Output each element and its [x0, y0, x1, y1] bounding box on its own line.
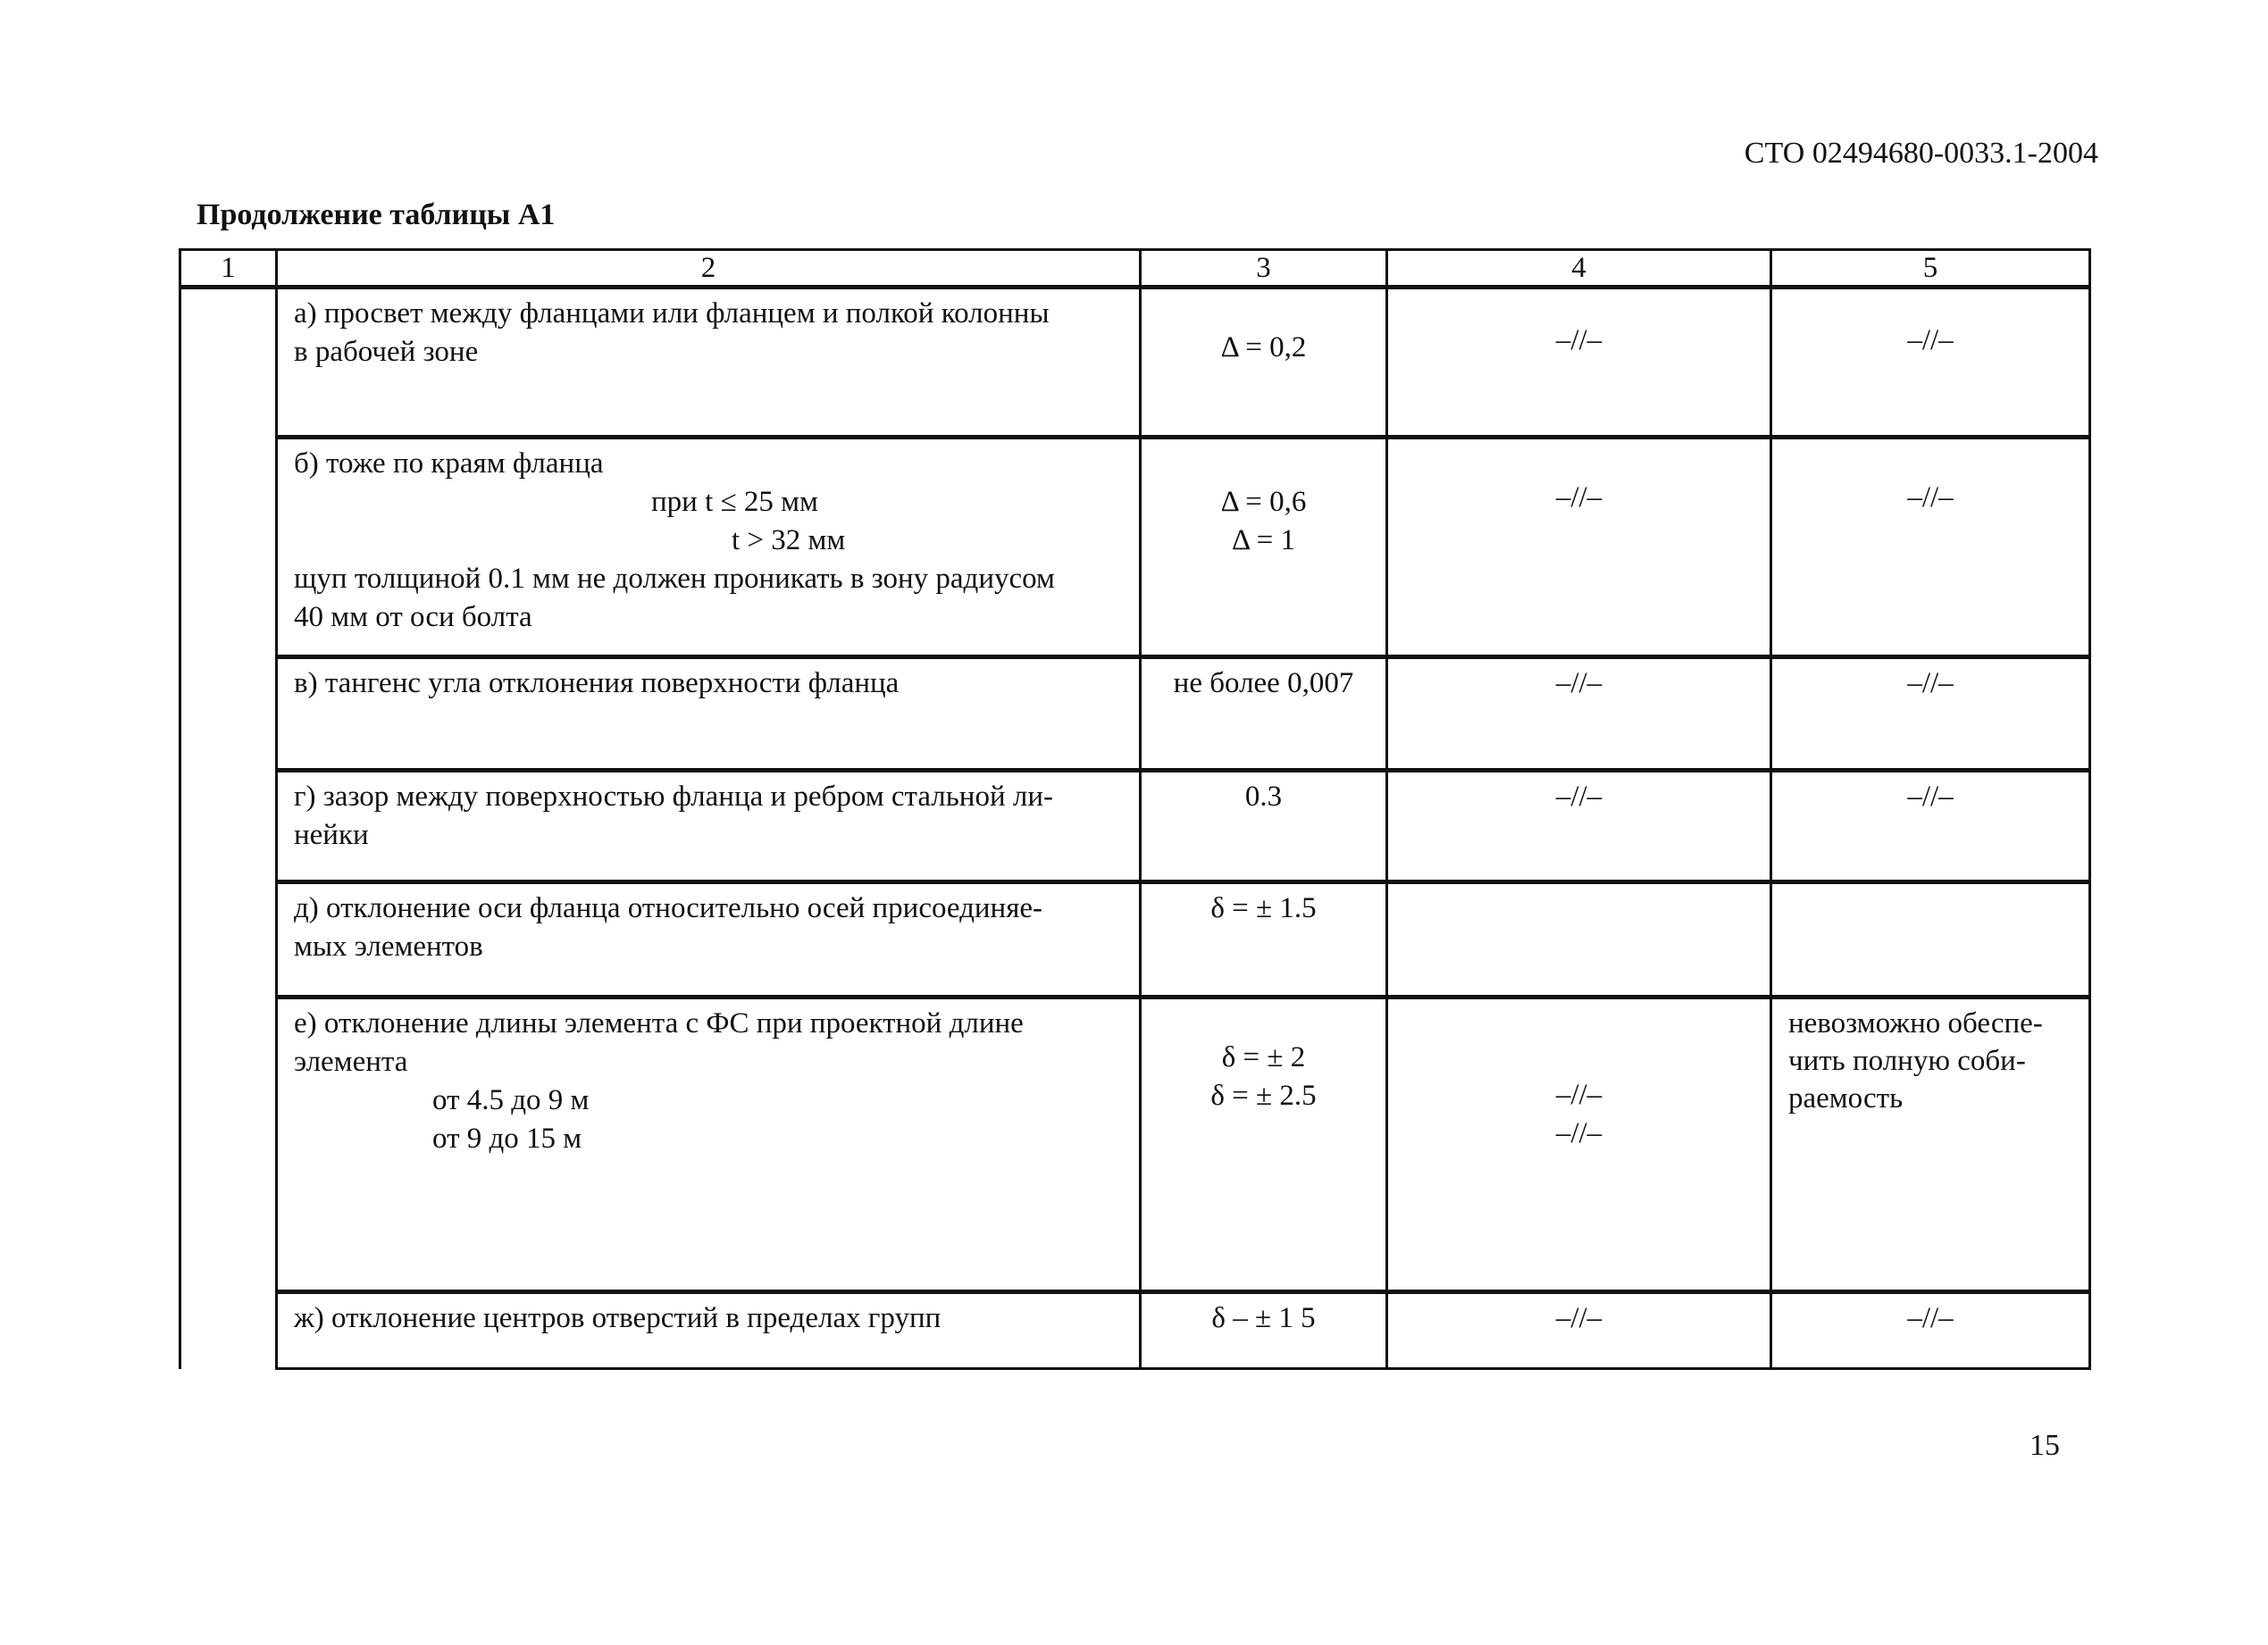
column-5-cell — [1771, 1292, 2090, 1369]
column-number: 3 — [1141, 250, 1387, 288]
description-line: в рабочей зоне — [294, 336, 479, 368]
ditto-mark: –//– — [1555, 781, 1603, 813]
value-text: δ = ± 1.5 — [1210, 892, 1317, 924]
ditto-mark: –//– — [1907, 324, 1954, 356]
value-text: Δ = 0,6 — [1220, 486, 1307, 518]
value-text: δ – ± 1 5 — [1211, 1302, 1316, 1334]
ditto-mark: –//– — [1907, 781, 1954, 813]
ditto-mark: –//– — [1555, 1117, 1603, 1149]
value-cell — [1141, 657, 1387, 771]
description-line: д) отклонение оси фланца относительно осей присоединяе- — [294, 892, 1043, 924]
column-5-cell — [1771, 657, 2090, 771]
value-cell — [1141, 998, 1387, 1292]
description-cell — [277, 288, 1141, 438]
note-line: невозможно обеспе- — [1788, 1007, 2043, 1040]
column-number: 5 — [1771, 250, 2090, 288]
description-cell — [277, 657, 1141, 771]
value-text: Δ = 0,2 — [1220, 331, 1307, 363]
note-line: раемость — [1788, 1082, 1904, 1115]
table-row — [180, 998, 2090, 1292]
column-5-cell — [1771, 882, 2090, 998]
table-row — [180, 1292, 2090, 1369]
description-line: б) тоже по краям фланца — [294, 447, 604, 480]
description-line: 40 мм от оси болта — [294, 601, 532, 633]
description-cell — [277, 882, 1141, 998]
description-line: нейки — [294, 819, 369, 851]
ditto-mark: –//– — [1907, 1302, 1954, 1334]
tolerance-table — [179, 248, 2091, 1370]
table-caption: Продолжение таблицы А1 — [197, 198, 556, 231]
description-cell — [277, 771, 1141, 882]
value-cell — [1141, 1292, 1387, 1369]
column-5-cell — [1771, 288, 2090, 438]
page-number: 15 — [2029, 1429, 2060, 1462]
column-number: 1 — [180, 250, 277, 288]
ditto-mark: –//– — [1555, 324, 1603, 356]
description-cell — [277, 1292, 1141, 1369]
ditto-mark: –//– — [1907, 667, 1954, 699]
value-cell — [1141, 882, 1387, 998]
description-line: ж) отклонение центров отверстий в пределах групп — [294, 1302, 942, 1334]
ditto-mark: –//– — [1555, 667, 1603, 699]
ditto-mark: –//– — [1555, 1079, 1603, 1111]
description-line: в) тангенс угла отклонения поверхности фланца — [294, 667, 900, 699]
column-4-cell — [1387, 771, 1771, 882]
table-row — [180, 771, 2090, 882]
value-text: не более 0,007 — [1173, 667, 1354, 699]
ditto-mark: –//– — [1555, 481, 1603, 514]
table-row — [180, 288, 2090, 438]
value-cell — [1141, 438, 1387, 657]
description-line: мых элементов — [294, 931, 483, 963]
description-line: t > 32 мм — [732, 524, 846, 556]
column-5-cell — [1771, 998, 2090, 1292]
value-cell — [1141, 771, 1387, 882]
value-text: δ = ± 2 — [1221, 1041, 1306, 1073]
ditto-mark: –//– — [1907, 481, 1954, 514]
description-line: элемента — [294, 1046, 408, 1078]
description-line: щуп толщиной 0.1 мм не должен проникать в зону радиусом — [294, 563, 1055, 595]
description-line: е) отклонение длины элемента с ФС при проектной длине — [294, 1007, 1024, 1040]
description-line: от 4.5 до 9 м — [432, 1084, 590, 1116]
column-number: 4 — [1387, 250, 1771, 288]
column-number: 2 — [277, 250, 1141, 288]
column-number-row — [180, 250, 2090, 288]
column-4-cell — [1387, 438, 1771, 657]
value-text: Δ = 1 — [1231, 524, 1295, 556]
column-4-cell — [1387, 882, 1771, 998]
description-line: г) зазор между поверхностью фланца и ребром стальной ли- — [294, 781, 1053, 813]
table-row — [180, 882, 2090, 998]
column-1-cell — [180, 288, 277, 1369]
column-4-cell — [1387, 288, 1771, 438]
description-cell — [277, 998, 1141, 1292]
value-text: δ = ± 2.5 — [1210, 1080, 1317, 1112]
table-row — [180, 438, 2090, 657]
description-cell — [277, 438, 1141, 657]
document-code: СТО 02494680-0033.1-2004 — [1744, 137, 2098, 170]
value-cell — [1141, 288, 1387, 438]
table-row — [180, 657, 2090, 771]
column-4-cell — [1387, 657, 1771, 771]
description-line: при t ≤ 25 мм — [651, 486, 818, 518]
column-5-cell — [1771, 438, 2090, 657]
column-4-cell — [1387, 998, 1771, 1292]
value-text: 0.3 — [1244, 781, 1283, 813]
ditto-mark: –//– — [1555, 1302, 1603, 1334]
note-line: чить полную соби- — [1788, 1045, 2026, 1077]
column-5-cell — [1771, 771, 2090, 882]
column-4-cell — [1387, 1292, 1771, 1369]
description-line: а) просвет между фланцами или фланцем и полкой колонны — [294, 297, 1050, 330]
description-line: от 9 до 15 м — [432, 1123, 582, 1155]
